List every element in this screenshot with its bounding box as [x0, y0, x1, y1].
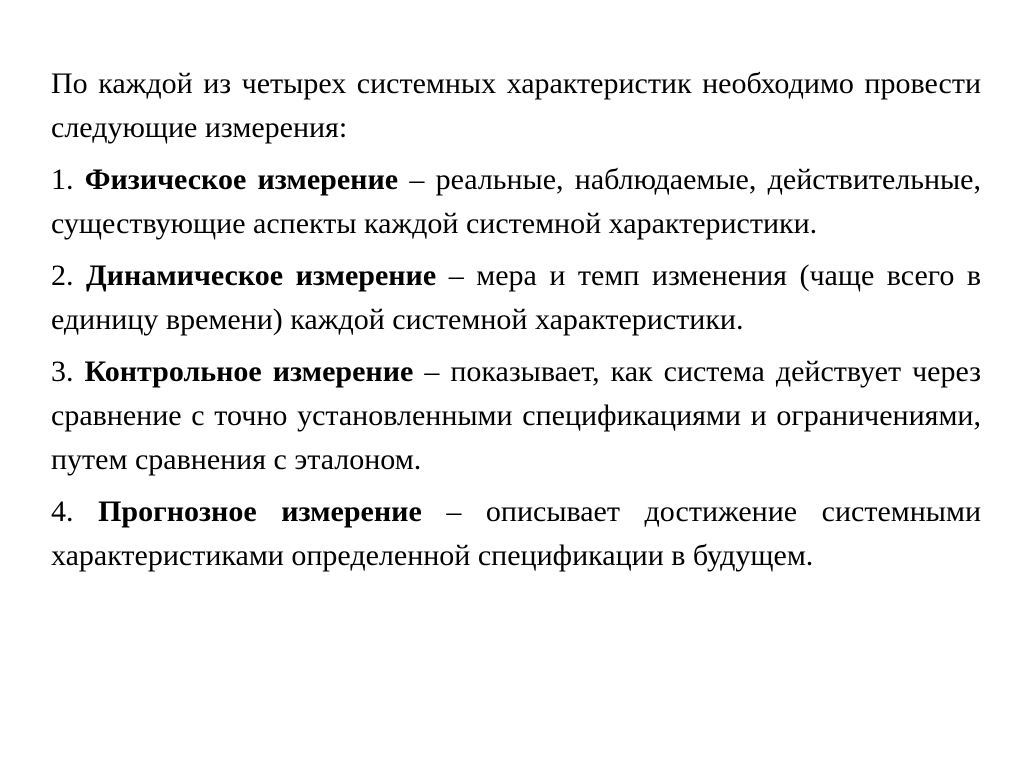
- item-1-paragraph: [51, 158, 981, 246]
- item-4-number: 4.: [51, 495, 74, 528]
- item-1-text: реальные, наблюдаемые, действительные, существующие аспекты каждой системной характеристики.: [51, 163, 981, 240]
- item-2-term: Динамическое измерение: [86, 259, 437, 292]
- item-2-text: мера и темп изменения (чаще всего в единицу времени) каждой системной характеристики.: [51, 259, 982, 336]
- text-block: [51, 62, 981, 586]
- item-4-paragraph: [51, 490, 981, 578]
- item-4-dash: –: [446, 495, 462, 528]
- item-3-dash: –: [424, 355, 440, 388]
- item-3-term: Контрольное измерение: [84, 355, 414, 388]
- intro-paragraph: По каждой из четырех системных характеристик необходимо провести следующие измерения:: [51, 67, 981, 144]
- item-1-term: Физическое измерение: [84, 163, 399, 196]
- item-1-number: 1.: [51, 163, 74, 196]
- item-2-paragraph: [51, 254, 981, 342]
- item-2-number: 2.: [51, 259, 74, 292]
- item-4-term: Прогнозное измерение: [98, 495, 422, 528]
- item-3-text: показывает, как система действует через сравнение с точно установленными спецификациями и ограничениями, путем сравнения с эталоном.: [51, 355, 982, 476]
- item-3-paragraph: [51, 350, 981, 482]
- item-2-dash: –: [448, 259, 464, 292]
- item-1-dash: –: [409, 163, 425, 196]
- item-4-text: описывает достижение системными характеристиками определенной спецификации в будущем.: [51, 495, 982, 572]
- item-3-number: 3.: [51, 355, 74, 388]
